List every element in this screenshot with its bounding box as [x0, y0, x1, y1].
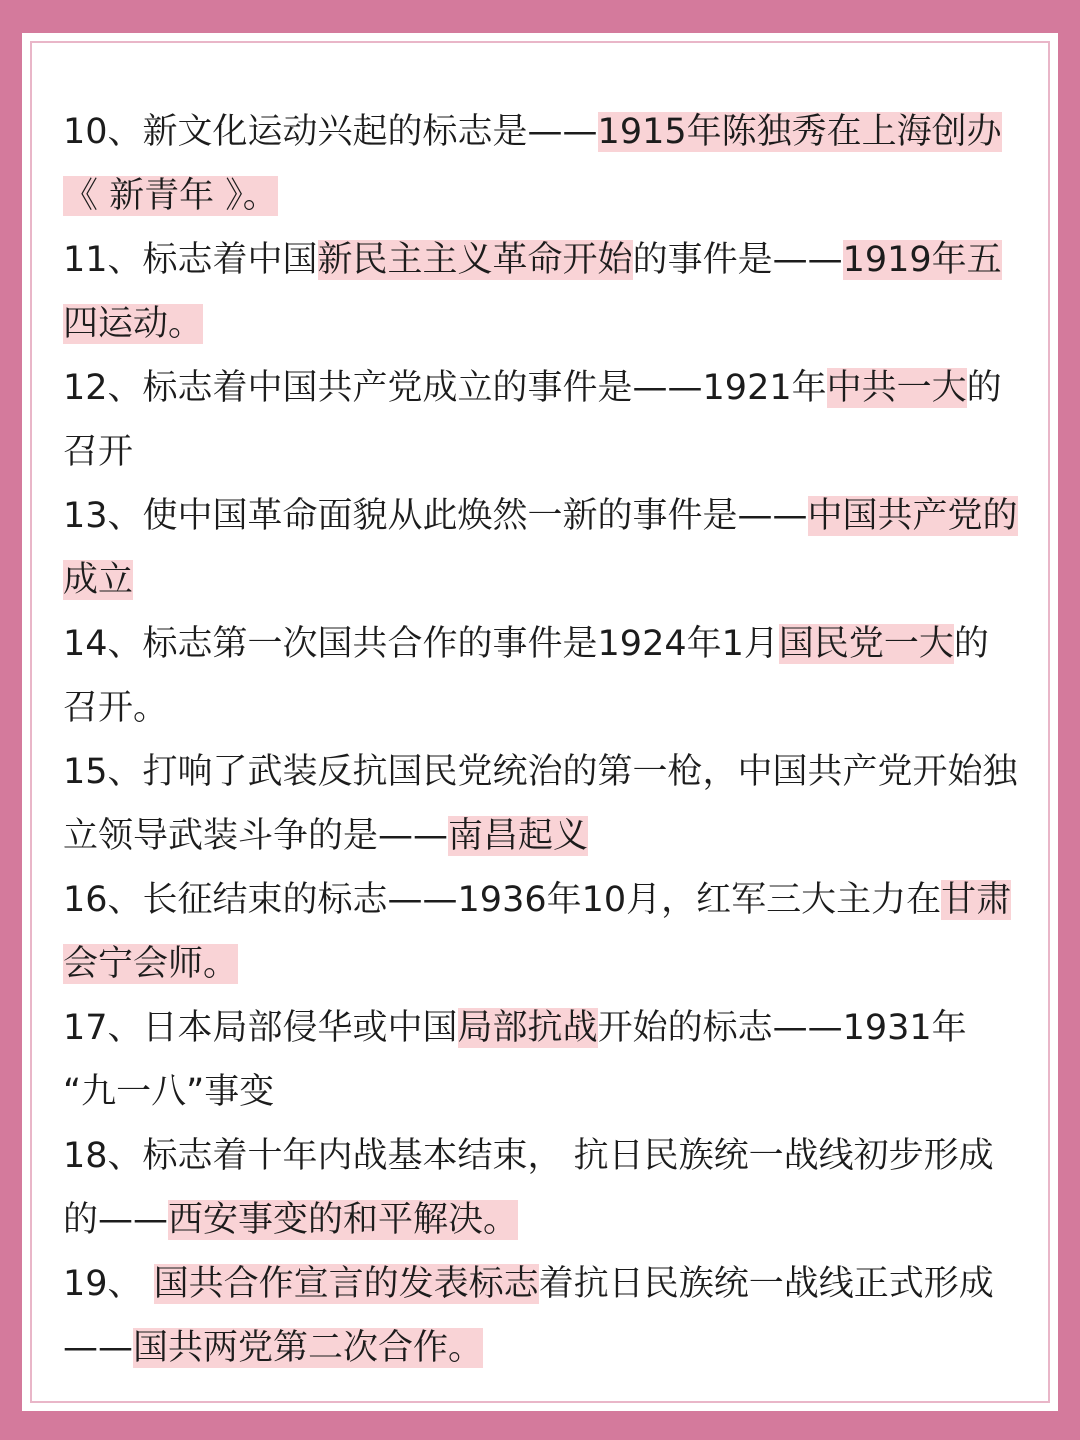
list-item-13: [63, 484, 1023, 612]
item-text: 18、标志着十年内战基本结束， 抗日民族统一战线初步形成的——: [63, 1136, 994, 1240]
item-text: 15、打响了武装反抗国民党统治的第一枪，中国共产党开始独立领导武装斗争的是——: [63, 752, 1018, 856]
item-text: 16、长征结束的标志——1936年10月，红军三大主力在: [63, 880, 942, 920]
highlighted-text: 中共一大: [826, 368, 967, 408]
highlighted-text: 西安事变的和平解决。: [168, 1200, 519, 1240]
list-item-19: [63, 1252, 1023, 1380]
highlighted-text: 甘肃会宁会师。: [63, 880, 1012, 984]
list-item-16: [63, 868, 1023, 996]
item-text: 的事件是——: [632, 240, 843, 280]
highlighted-text: 国民党一大: [778, 624, 954, 664]
highlighted-text: 国共合作宣言的发表标志: [153, 1264, 539, 1304]
highlighted-text: 局部抗战: [457, 1008, 598, 1048]
item-text: 的召开。: [63, 624, 989, 728]
list-item-11: [63, 228, 1023, 356]
highlighted-text: 新民主主义革命开始: [317, 240, 633, 280]
list-item-18: [63, 1124, 1023, 1252]
highlighted-text: 南昌起义: [448, 816, 589, 856]
list-item-17: [63, 996, 1023, 1124]
item-list: [63, 100, 1023, 1380]
item-text: 着抗日民族统一战线正式形成——: [63, 1264, 994, 1368]
content-card: [22, 33, 1058, 1411]
item-text: 10、新文化运动兴起的标志是——: [63, 112, 598, 152]
list-item-14: [63, 612, 1023, 740]
item-text: 13、使中国革命面貌从此焕然一新的事件是——: [63, 496, 808, 536]
item-text: 的召开: [63, 368, 1002, 472]
item-text: 19、: [63, 1264, 154, 1304]
list-item-12: [63, 356, 1023, 484]
item-text: 14、标志第一次国共合作的事件是1924年1月: [63, 624, 779, 664]
highlighted-text: 中国共产党的成立: [63, 496, 1018, 600]
highlighted-text: 1919年五四运动。: [63, 240, 1002, 344]
item-text: 开始的标志——1931年 “九一八”事变: [63, 1008, 967, 1112]
item-text: 12、标志着中国共产党成立的事件是——1921年: [63, 368, 827, 408]
list-item-15: [63, 740, 1023, 868]
item-text: 17、日本局部侵华或中国: [63, 1008, 458, 1048]
highlighted-text: 国共两党第二次合作。: [133, 1328, 484, 1368]
highlighted-text: 1915年陈独秀在上海创办《 新青年 》。: [63, 112, 1002, 216]
item-text: 11、标志着中国: [63, 240, 318, 280]
list-item-10: [63, 100, 1023, 228]
